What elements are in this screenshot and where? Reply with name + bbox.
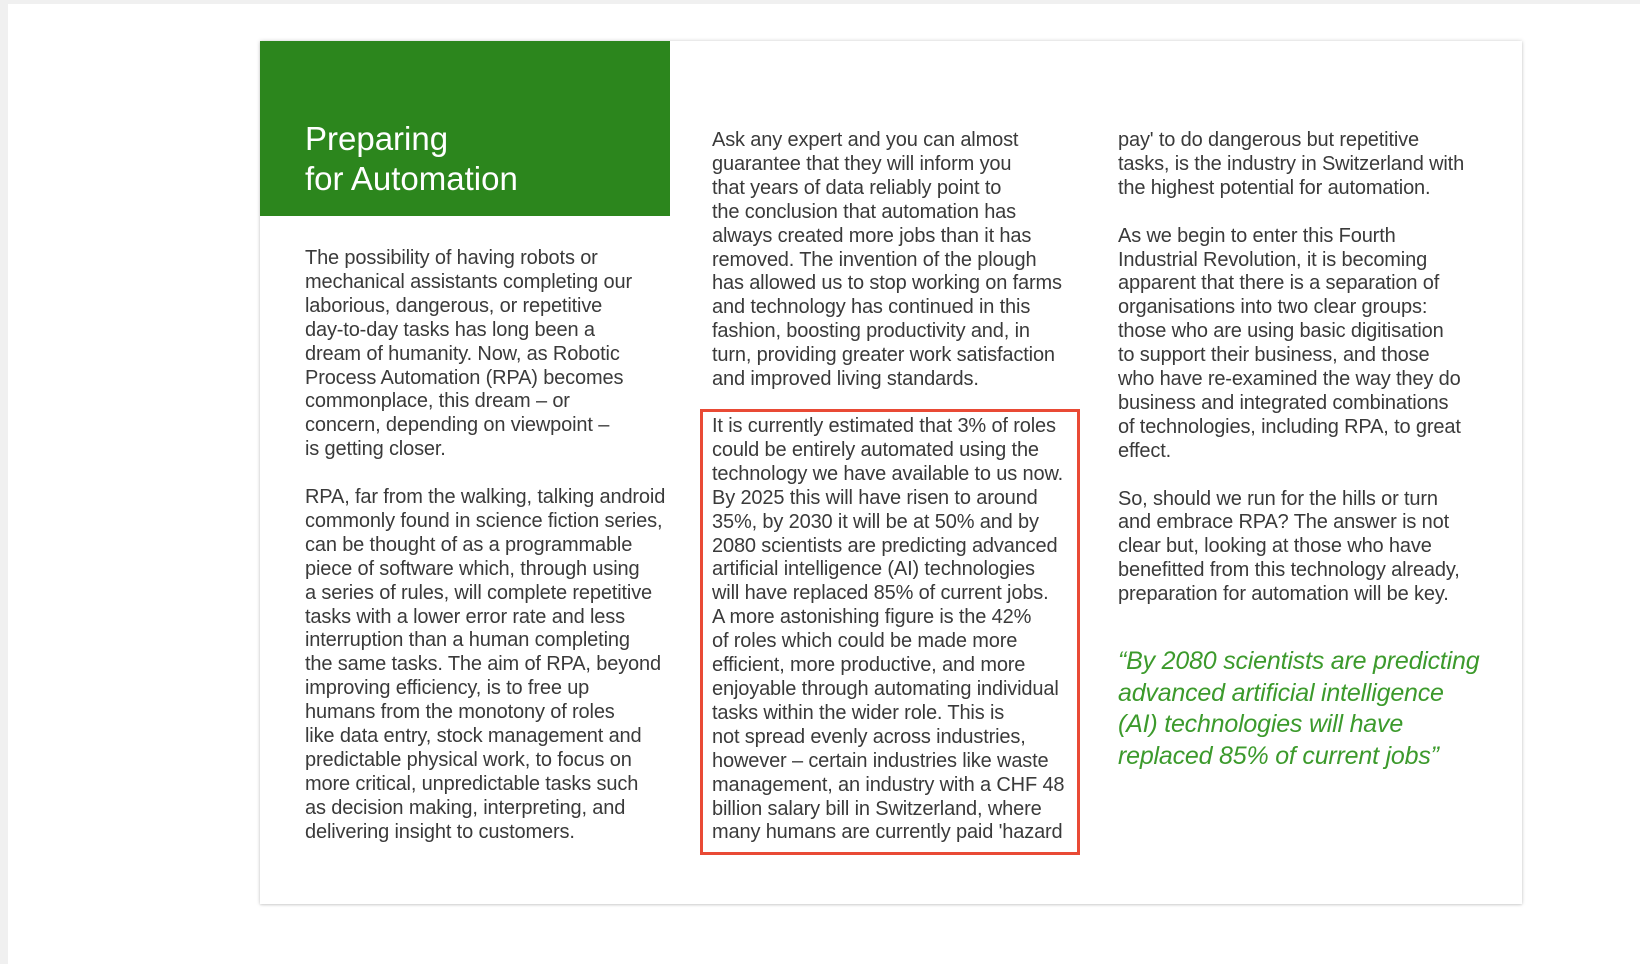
text-line: Ask any expert and you can almost	[712, 129, 1019, 151]
text-line: clear but, looking at those who have	[1118, 535, 1432, 558]
text-line: piece of software which, through using	[305, 557, 640, 580]
text-line: predictable physical work, to focus on	[305, 749, 632, 772]
text-line: tasks, is the industry in Switzerland with	[1118, 152, 1465, 175]
text-line: A more astonishing figure is the 42%	[712, 606, 1032, 629]
text-line: the highest potential for automation.	[1118, 176, 1431, 199]
text-line: technology we have available to us now.	[712, 462, 1064, 485]
continuation-paragraph	[1118, 129, 1488, 201]
text-line: dream of humanity. Now, as Robotic	[305, 342, 620, 365]
text-line: concern, depending on viewpoint –	[305, 414, 610, 437]
text-line: benefitted from this technology already,	[1118, 559, 1460, 582]
text-line: interruption than a human completing	[305, 629, 630, 652]
text-line: the same tasks. The aim of RPA, beyond	[305, 653, 661, 676]
highlighted-text-column	[712, 415, 1077, 845]
text-line: So, should we run for the hills or turn	[1118, 487, 1438, 510]
text-column-3	[1118, 129, 1488, 607]
text-line: artificial intelligence (AI) technologies	[712, 558, 1035, 581]
text-line: of roles which could be made more	[712, 630, 1018, 653]
text-line: The possibility of having robots or	[305, 247, 598, 269]
text-line: always created more jobs than it has	[712, 224, 1032, 247]
text-line: can be thought of as a programmable	[305, 533, 633, 556]
text-line: turn, providing greater work satisfaction	[712, 344, 1055, 367]
title-line: Preparing	[305, 120, 449, 157]
quote-line: advanced artificial intelligence	[1118, 678, 1444, 707]
document-viewer	[8, 4, 1640, 964]
text-line: many humans are currently paid 'hazard	[712, 821, 1063, 844]
rpa-definition-paragraph	[305, 486, 675, 845]
text-line: improving efficiency, is to free up	[305, 677, 590, 700]
text-line: organisations into two clear groups:	[1118, 296, 1428, 319]
text-line: enjoyable through automating individual	[712, 677, 1059, 700]
text-line: that years of data reliably point to	[712, 176, 1002, 199]
text-line: more critical, unpredictable tasks such	[305, 772, 639, 795]
revolution-paragraph	[1118, 225, 1488, 464]
text-line: RPA, far from the walking, talking android	[305, 486, 666, 509]
text-line: business and integrated combinations	[1118, 391, 1449, 414]
text-line: a series of rules, will complete repetitive	[305, 581, 653, 604]
document-page	[260, 41, 1522, 904]
text-line: could be entirely automated using the	[712, 438, 1039, 461]
text-line: effect.	[1118, 439, 1172, 462]
text-line: those who are using basic digitisation	[1118, 320, 1444, 343]
text-line: 2080 scientists are predicting advanced	[712, 534, 1058, 557]
text-line: Industrial Revolution, it is becoming	[1118, 248, 1428, 271]
text-line: has allowed us to stop working on farms	[712, 272, 1062, 295]
quote-line: (AI) technologies will have	[1118, 710, 1404, 738]
text-line: delivering insight to customers.	[305, 820, 575, 843]
text-line: not spread evenly across industries,	[712, 725, 1026, 748]
text-line: tasks within the wider role. This is	[712, 701, 1005, 724]
quote-line: “By 2080 scientists are predicting	[1118, 647, 1480, 675]
text-line: commonplace, this dream – or	[305, 390, 570, 413]
text-line: efficient, more productive, and more	[712, 654, 1026, 677]
pull-quote	[1118, 646, 1508, 772]
intro-paragraph	[305, 247, 675, 462]
text-line: day-to-day tasks has long been a	[305, 318, 595, 341]
text-column-2	[712, 129, 1077, 392]
page-title	[305, 119, 518, 199]
text-line: and embrace RPA? The answer is not	[1118, 511, 1450, 534]
text-line: Process Automation (RPA) becomes	[305, 366, 624, 389]
text-line: By 2025 this will have risen to around	[712, 486, 1038, 509]
text-line: as decision making, interpreting, and	[305, 796, 626, 819]
text-line: guarantee that they will inform you	[712, 152, 1012, 175]
text-column-1	[305, 247, 675, 845]
quote-line: replaced 85% of current jobs”	[1118, 741, 1439, 770]
text-line: management, an industry with a CHF 48	[712, 773, 1065, 796]
text-line: like data entry, stock management and	[305, 725, 642, 748]
text-line: and technology has continued in this	[712, 296, 1031, 319]
text-line: who have re-examined the way they do	[1118, 368, 1461, 391]
text-line: As we begin to enter this Fourth	[1118, 224, 1396, 247]
expert-paragraph	[712, 129, 1077, 392]
text-line: commonly found in science fiction series,	[305, 509, 663, 532]
title-banner	[260, 41, 670, 216]
text-line: humans from the monotony of roles	[305, 701, 615, 724]
text-line: laborious, dangerous, or repetitive	[305, 294, 603, 317]
text-line: removed. The invention of the plough	[712, 248, 1037, 271]
text-line: of technologies, including RPA, to great	[1118, 415, 1461, 438]
text-line: however – certain industries like waste	[712, 749, 1049, 772]
text-line: mechanical assistants completing our	[305, 270, 632, 293]
text-line: will have replaced 85% of current jobs.	[712, 582, 1049, 605]
text-line: fashion, boosting productivity and, in	[712, 320, 1030, 343]
text-line: billion salary bill in Switzerland, where	[712, 797, 1042, 820]
text-line: is getting closer.	[305, 438, 446, 461]
statistics-paragraph	[712, 415, 1077, 845]
conclusion-paragraph	[1118, 488, 1488, 608]
text-line: pay' to do dangerous but repetitive	[1118, 129, 1420, 151]
text-line: the conclusion that automation has	[712, 200, 1016, 223]
title-line: for Automation	[305, 160, 518, 197]
text-line: and improved living standards.	[712, 368, 979, 391]
text-line: to support their business, and those	[1118, 344, 1430, 367]
text-line: preparation for automation will be key.	[1118, 583, 1449, 606]
text-line: apparent that there is a separation of	[1118, 272, 1440, 295]
text-line: 35%, by 2030 it will be at 50% and by	[712, 510, 1039, 533]
text-line: tasks with a lower error rate and less	[305, 605, 625, 628]
text-line: It is currently estimated that 3% of roles	[712, 415, 1056, 437]
